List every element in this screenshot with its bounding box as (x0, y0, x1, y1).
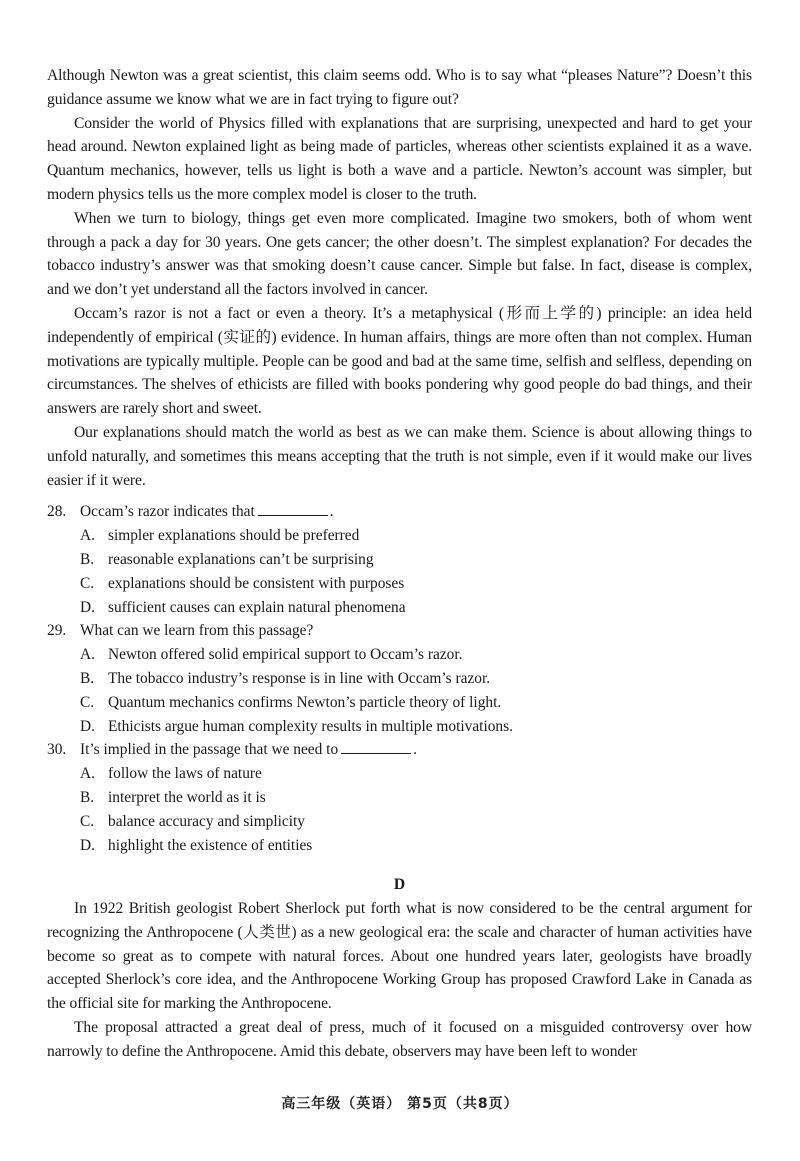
option-letter: D. (80, 836, 95, 854)
question-text: What can we learn from this passage? (80, 622, 314, 640)
option-letter: B. (80, 669, 95, 687)
option-text: reasonable explanations can’t be surprising (108, 550, 374, 568)
option-c (47, 810, 752, 834)
passage-c-paragraph-4: Occam’s razor is not a fact or even a theory. It’s a metaphysical (形而上学的) principle: an idea held independently of empirical (实证的) evidence. In human affairs, things are more often than not complex. Human motivations are typically multiple. People can be good and bad at the same time, selfish and selfless, depending on circumstances. The shelves of ethicists are filled with books pondering why good people do bad things, and their answers are rarely short and sweet. (47, 304, 752, 418)
question-stem (47, 500, 752, 524)
section-title: D (393, 876, 406, 894)
question-text (80, 500, 752, 524)
option-text: highlight the existence of entities (108, 836, 313, 854)
question-29 (47, 619, 752, 738)
option-letter: C. (80, 693, 95, 711)
answer-blank (341, 739, 411, 754)
option-a (47, 524, 752, 548)
option-text: Ethicists argue human complexity results in multiple motivations. (108, 717, 513, 735)
option-d (47, 715, 752, 739)
option-letter: B. (80, 788, 95, 806)
option-text: The tobacco industry’s response is in line with Occam’s razor. (108, 669, 491, 687)
page-footer: 高三年级（英语） 第5页（共8页） (281, 1096, 519, 1112)
question-text-before: Occam’s razor indicates that (80, 503, 255, 521)
option-text: interpret the world as it is (108, 788, 266, 806)
option-text: explanations should be consistent with purposes (108, 574, 405, 592)
passage-c-paragraph-1: Although Newton was a great scientist, this claim seems odd. Who is to say what “pleases Nature”? Doesn’t this guidance assume we know what we are in fact trying to figure out? (47, 67, 752, 108)
option-b (47, 786, 752, 810)
option-letter: A. (80, 765, 95, 783)
passage-d-paragraph-2: The proposal attracted a great deal of press, much of it focused on a misguided controversy over how narrowly to define the Anthropocene. Amid this debate, observers may have been left to wonder (47, 1019, 752, 1060)
option-letter: D. (80, 598, 95, 616)
question-text-after: . (413, 741, 418, 759)
option-letter: B. (80, 550, 95, 568)
question-stem (47, 619, 752, 643)
option-text: Newton offered solid empirical support to Occam’s razor. (108, 646, 463, 664)
question-number: 29. (47, 622, 67, 640)
passage-c-paragraph-2: Consider the world of Physics filled with explanations that are surprising, unexpected and hard to get your head around. Newton explained light as being made of particles, whereas other scientists explained it as a wave. Quantum mechanics, however, tells us light is both a wave and a particle. Newton’s account was simpler, but modern physics tells us the more complex model is closer to the truth. (47, 114, 752, 203)
question-number: 30. (47, 741, 67, 759)
question-text-before: It’s implied in the passage that we need to (80, 741, 339, 759)
option-text: sufficient causes can explain natural phenomena (108, 598, 406, 616)
option-a (47, 643, 752, 667)
option-c (47, 572, 752, 596)
passage-c (47, 64, 752, 492)
question-number: 28. (47, 503, 67, 521)
option-d (47, 834, 752, 858)
option-letter: D. (80, 717, 95, 735)
passage-c-paragraph-3: When we turn to biology, things get even more complicated. Imagine two smokers, both of whom went through a pack a day for 30 years. One gets cancer; the other doesn’t. The simplest explanation? For decades the tobacco industry’s answer was that smoking doesn’t cause cancer. Simple but false. In fact, disease is complex, and we don’t yet understand all the factors involved in cancer. (47, 209, 752, 299)
option-letter: C. (80, 574, 95, 592)
exam-page (47, 64, 752, 1064)
option-text: balance accuracy and simplicity (108, 812, 305, 830)
option-a (47, 762, 752, 786)
passage-d-paragraph-1: In 1922 British geologist Robert Sherlock put forth what is now considered to be the central argument for recognizing the Anthropocene (人类世) as a new geological era: the scale and character of human activities have become so great as to compete with natural forces. About one hundred years later, geologists have broadly accepted Sherlock’s core idea, and the Anthropocene Working Group has proposed Crawford Lake in Canada as the official site for marking the Anthropocene. (47, 900, 752, 1013)
option-text: simpler explanations should be preferred (108, 527, 360, 545)
passage-d (47, 873, 752, 1063)
question-text-after: . (329, 503, 334, 521)
option-d (47, 596, 752, 620)
option-letter: A. (80, 646, 95, 664)
option-text: follow the laws of nature (108, 765, 262, 783)
question-28 (47, 500, 752, 619)
option-letter: A. (80, 527, 95, 545)
question-list (47, 500, 752, 857)
option-b (47, 548, 752, 572)
option-letter: C. (80, 812, 95, 830)
option-c (47, 691, 752, 715)
option-b (47, 667, 752, 691)
passage-c-paragraph-5: Our explanations should match the world as best as we can make them. Science is about allowing things to unfold naturally, and sometimes this means accepting that the truth is not simple, even if it would make our lives easier if it were. (47, 423, 752, 489)
question-text (80, 738, 752, 762)
option-text: Quantum mechanics confirms Newton’s particle theory of light. (108, 693, 502, 711)
question-stem (47, 738, 752, 762)
answer-blank (258, 501, 328, 516)
question-30 (47, 738, 752, 857)
